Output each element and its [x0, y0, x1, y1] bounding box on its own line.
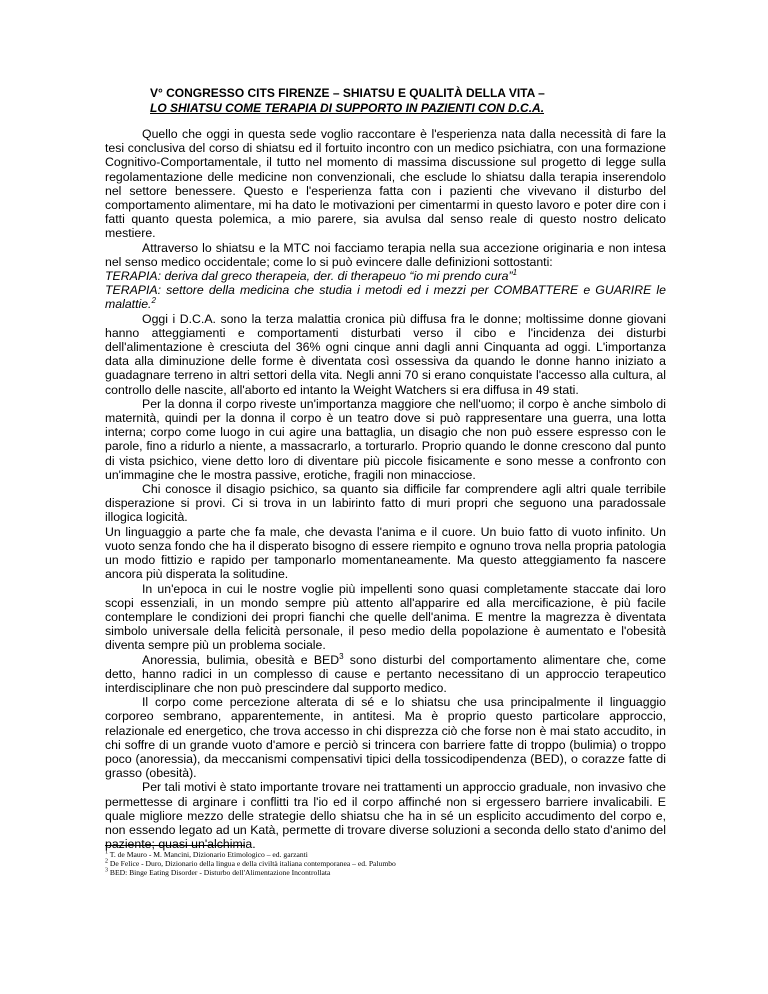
definition-2-text: TERAPIA: settore della medicina che studia i metodi ed i mezzi per COMBATTERE e GUARIRE le malattie.: [105, 283, 666, 312]
footnote-2-text: De Felice - Duro, Dizionario della lingua e della civiltà italiana contemporanea – ed. Palumbo: [109, 859, 396, 868]
footnote-3-text: BED: Binge Eating Disorder - Disturbo dell'Alimentazione Incontrollata: [109, 868, 331, 877]
footnote-separator: [105, 845, 245, 846]
document-subtitle: LO SHIATSU COME TERAPIA DI SUPPORTO IN PAZIENTI CON D.C.A.: [150, 101, 545, 115]
footnote-1-text: T. de Mauro - M. Mancini, Dizionario Etimologico – ed. garzanti: [109, 850, 308, 859]
footnote-ref-3: 3: [339, 651, 344, 661]
paragraph-shiatsu-body: Il corpo come percezione alterata di sé e lo shiatsu che usa principalmente il linguaggio corporeo sembrano, apparentemente, in antitesi. Ma è proprio questo particolare approccio, relazionale ed energetico, che trova accesso in chi disprezza ciò che forse non è mai stato accudito, in chi soffre di un grande vuoto d'amore e perciò si trincera con barriere fatte di troppo (bulimia) o troppo poco (anoressia), da meccanismi compensativi tipici della tossicodipendenza (BED), o corazze fatte di grasso (obesità).: [105, 695, 666, 781]
paragraph-language: Un linguaggio a parte che fa male, che devasta l'anima e il cuore. Un buio fatto di vuoto infinito. Un vuoto senza fondo che ha il disperato bisogno di essere riempito e ognuno trova nella propria patologia un modo fittizio e rapido per tamponarlo momentaneamente. Ma questo atteggiamento fa nascere ancora più disperata la solitudine.: [105, 524, 666, 582]
paragraph-epoch: In un'epoca in cui le nostre voglie più impellenti sono quasi completamente staccate dai loro scopi essenziali, in un mondo sempre più attento all'apparire ed alla mercificazione, è più facile contemplare le condizioni dei propri fianchi che quelle dell'anima. E mentre la magrezza è diventata simbolo universale della felicità personale, il peso medio della popolazione è aumentato e l'obesità diventa sempre più un problema sociale.: [105, 581, 666, 653]
footnote-2-number: 2: [105, 858, 108, 865]
paragraph-body-woman: Per la donna il corpo riveste un'importanza maggiore che nell'uomo; il corpo è anche simbolo di maternità, quindi per la donna il corpo è un teatro dove si può rappresentare una guerra, una lotta interna; corpo come luogo in cui agire una battaglia, un disagio che non può essere espresso con le parole, fino a ridurlo a niente, a massacrarlo, a torturarlo. Proprio quando le donne crescono dal punto di vista psichico, viene detto loro di diventare più piccole fisicamente e sono messe a confronto con un'immagine che le mostra passive, erotiche, fragili non minacciose.: [105, 396, 666, 482]
definition-2: [105, 283, 666, 311]
definition-1-text: TERAPIA: deriva dal greco therapeia, der. di therapeuo “io mi prendo cura”: [105, 269, 513, 284]
footnote-1: [105, 850, 308, 859]
footnote-ref-1: 1: [512, 267, 518, 277]
paragraph-therapy: Attraverso lo shiatsu e la MTC noi facciamo terapia nella sua accezione originaria e non intesa nel senso medico occidentale; come lo si può evincere dalle definizioni sottostanti:: [105, 240, 666, 269]
paragraph-approach: Per tali motivi è stato importante trovare nei trattamenti un approccio graduale, non invasivo che permettesse di arginare i conflitti tra l'io ed il corpo affinché non si ergessero barriere invalicabili. E quale migliore mezzo delle strategie dello shiatsu che ha in sé un esplicito accudimento del corpo e, non essendo legato ad un Katà, permette di trovare diverse soluzioni a seconda dello stato d'animo del paziente; quasi un'alchimia.: [105, 780, 666, 852]
paragraph-disorders-b: sono disturbi del comportamento alimentare che, come detto, hanno radici in un complesso di cause e pertanto necessitano di un approccio terapeutico interdisciplinare che non può prescindere dal supporto medico.: [105, 652, 666, 695]
paragraph-disorders: [105, 653, 666, 696]
paragraph-disorders-a: Anoressia, bulimia, obesità e BED: [142, 652, 340, 667]
footnote-1-number: 1: [105, 849, 108, 856]
definition-1: [105, 269, 666, 283]
footnote-3: [105, 868, 330, 877]
paragraph-distress: Chi conosce il disagio psichico, sa quanto sia difficile far comprendere agli altri quale terribile disperazione si provi. Ci si trova in un labirinto fatto di muri propri che seguono una paradossale illogica logicità.: [105, 482, 666, 525]
footnote-ref-2: 2: [151, 296, 156, 306]
paragraph-intro: Quello che oggi in questa sede voglio raccontare è l'esperienza nata dalla necessità di fare la tesi conclusiva del corso di shiatsu ed il fortuito incontro con un medico psichiatra, con una formazione Cognitivo-Comportamentale, il tutto nel momento di massima discussione sul progetto di legge sulla regolamentazione delle medicine non convenzionali, che esclude lo shiatsu dalla terapia inserendolo nel settore benessere. Questo e l'esperienza fatta con i pazienti che vivevano il disturbo del comportamento alimentare, mi ha dato le motivazioni per cimentarmi in questo lavoro e poter dire con i fatti quanto questa polemica, a mio parere, sia avulsa dal senso reale di questo nostro delicato mestiere.: [105, 127, 666, 241]
document-body: [105, 127, 666, 851]
footnote-2: [105, 859, 396, 868]
footnote-3-number: 3: [105, 867, 108, 874]
document-title: V° CONGRESSO CITS FIRENZE – SHIATSU E QUALITÀ DELLA VITA –: [150, 86, 545, 100]
paragraph-dca: Oggi i D.C.A. sono la terza malattia cronica più diffusa fra le donne; moltissime donne giovani hanno atteggiamenti e comportamenti disturbati verso il cibo e l'incidenza dei disturbi dell'alimentazione è cresciuta del 36% ogni cinque anni dagli anni Cinquanta ad oggi. L'importanza data alla diminuzione delle forme è diventata così ossessiva da quando le donne hanno iniziato a guadagnare terreno in altri settori della vita. Negli anni 70 si erano conquistate l'accesso alla cultura, al controllo delle nascite, all'aborto ed intanto la Weight Watchers si era diffusa in 49 stati.: [105, 311, 666, 397]
